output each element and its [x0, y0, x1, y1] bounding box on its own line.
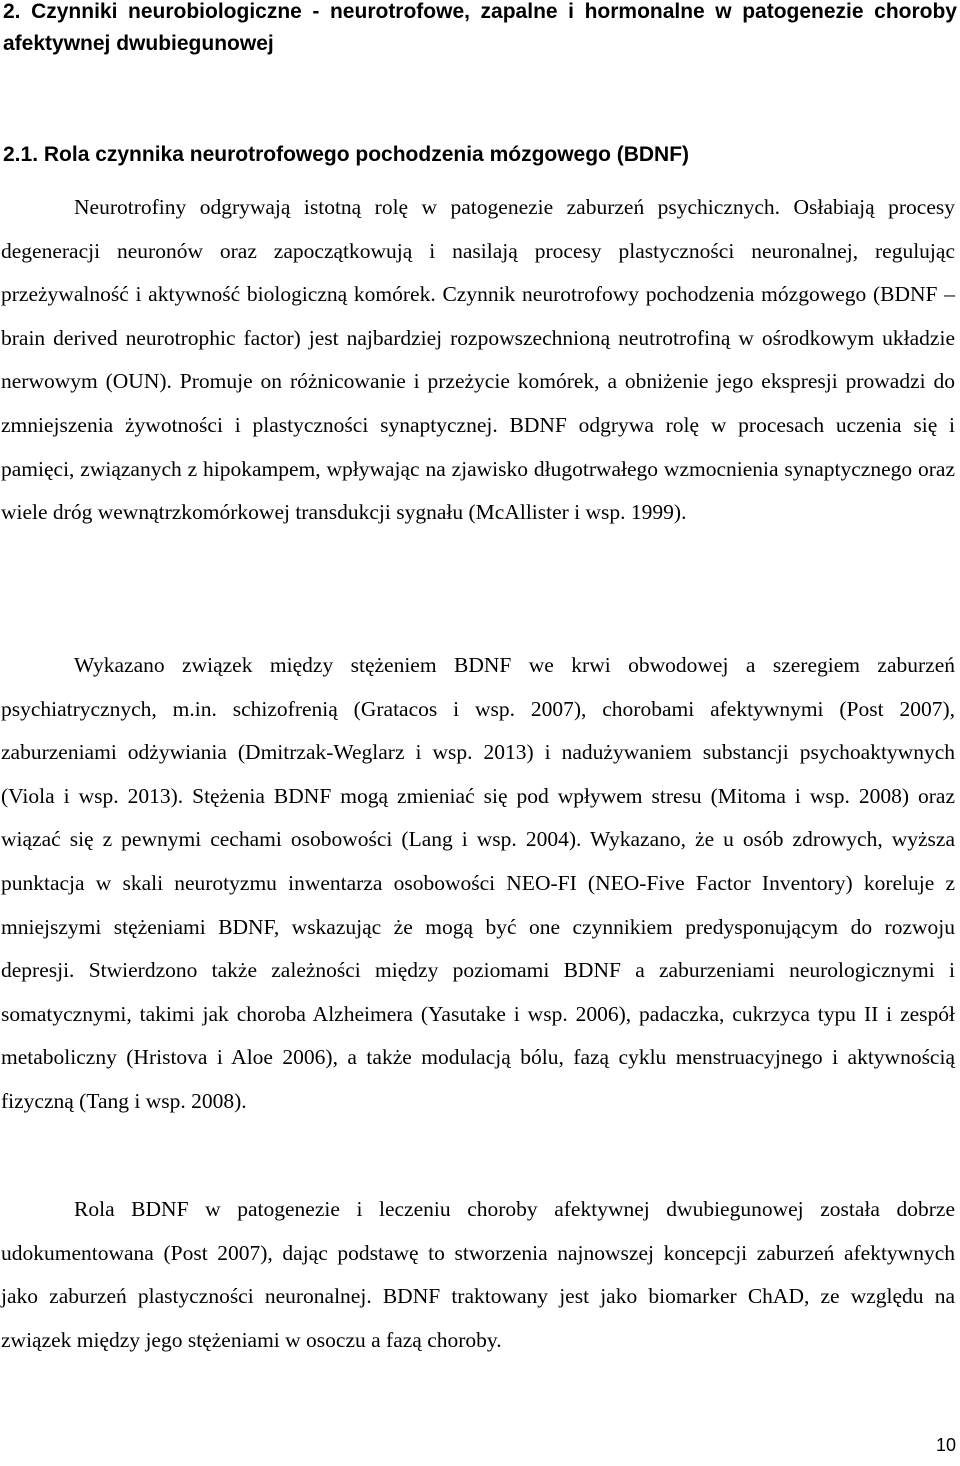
paragraph-neurotrophins: Neurotrofiny odgrywają istotną rolę w patogenezie zaburzeń psychicznych. Osłabiają procesy degeneracji neuronów oraz zapoczątkowują i nasilają procesy plastyczności neuronalnej, regulując przeżywalność i aktywność biologiczną komórek. Czynnik neurotrofowy pochodzenia mózgowego (BDNF – brain derived neurotrophic factor) jest najbardziej rozpowszechnioną neutrotrofiną w ośrodkowym układzie nerwowym (OUN). Promuje on różnicowanie i przeżycie komórek, a obniżenie jego ekspresji prowadzi do zmniejszenia żywotności i plastyczności synaptycznej. BDNF odgrywa rolę w procesach uczenia się i pamięci, związanych z hipokampem, wpływając na zjawisko długotrwałego wzmocnienia synaptycznego oraz wiele dróg wewnątrzkomórkowej transdukcji sygnału (McAllister i wsp. 1999).	[1, 195, 955, 525]
section-heading: 2. Czynniki neurobiologiczne - neurotrofowe, zapalne i hormonalne w patogenezie choroby afektywnej dwubiegunowej	[3, 0, 957, 55]
subsection-heading: 2.1. Rola czynnika neurotrofowego pochodzenia mózgowego (BDNF)	[3, 143, 690, 166]
paragraph-bdnf-disorders: Wykazano związek między stężeniem BDNF we krwi obwodowej a szeregiem zaburzeń psychiatrycznych, m.in. schizofrenią (Gratacos i wsp. 2007), chorobami afektywnymi (Post 2007), zaburzeniami odżywiania (Dmitrzak-Weglarz i wsp. 2013) i nadużywaniem substancji psychoaktywnych (Viola i wsp. 2013). Stężenia BDNF mogą zmieniać się pod wpływem stresu (Mitoma i wsp. 2008) oraz wiązać się z pewnymi cechami osobowości (Lang i wsp. 2004). Wykazano, że u osób zdrowych, wyższa punktacja w skali neurotyzmu inwentarza osobowości NEO-FI (NEO-Five Factor Inventory) koreluje z mniejszymi stężeniami BDNF, wskazując że mogą być one czynnikiem predysponującym do rozwoju depresji. Stwierdzono także zależności między poziomami BDNF a zaburzeniami neurologicznymi i somatycznymi, takimi jak choroba Alzheimera (Yasutake i wsp. 2006), padaczka, cukrzyca typu II i zespół metaboliczny (Hristova i Aloe 2006), a także modulacją bólu, fazą cyklu menstruacyjnego i aktywnością fizyczną (Tang i wsp. 2008).	[1, 653, 955, 1113]
paragraph-bdnf-bipolar: Rola BDNF w patogenezie i leczeniu choroby afektywnej dwubiegunowej została dobrze udokumentowana (Post 2007), dając podstawę to stworzenia najnowszej koncepcji zaburzeń afektywnych jako zaburzeń plastyczności neuronalnej. BDNF traktowany jest jako biomarker ChAD, ze względu na związek między jego stężeniami w osoczu a fazą choroby.	[1, 1197, 955, 1352]
page-number: 10	[935, 1435, 956, 1455]
